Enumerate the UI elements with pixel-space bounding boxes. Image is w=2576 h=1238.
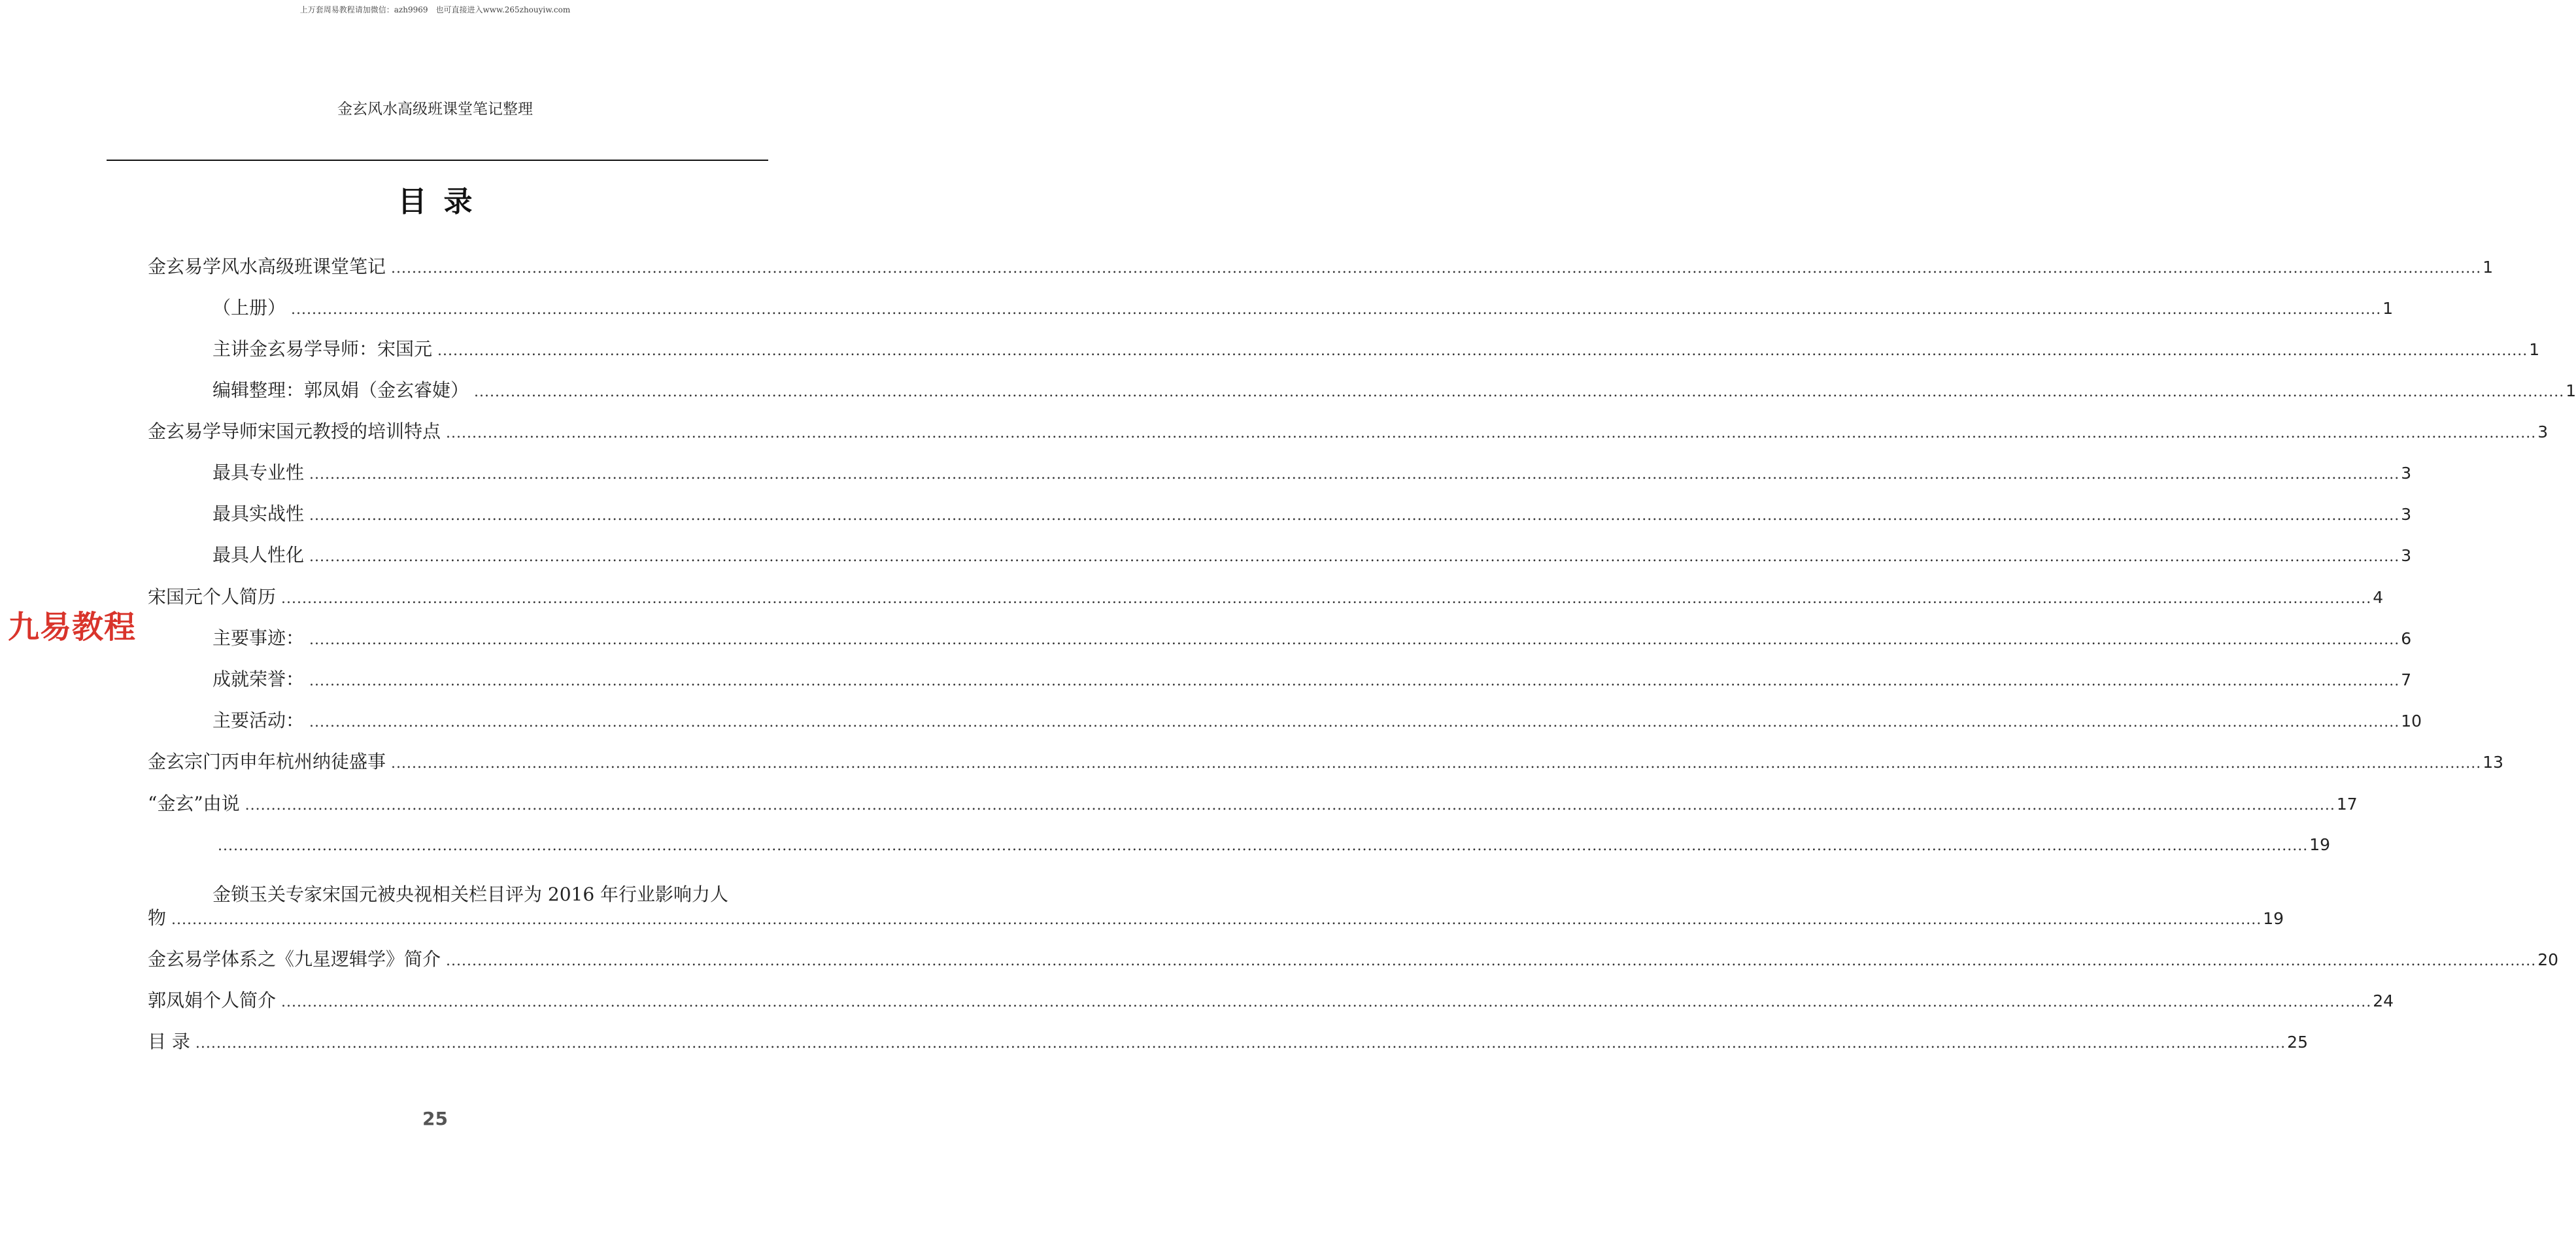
toc-entry[interactable]	[0, 1029, 2308, 1055]
toc-entry[interactable]	[0, 708, 2422, 734]
toc-entry-label: 主要活动：	[212, 710, 305, 731]
toc-entry-label: 最具人性化	[212, 544, 305, 566]
toc-entry-page: 1	[2529, 340, 2540, 359]
toc-entry-page: 3	[2537, 422, 2549, 441]
toc-entry-label: 主讲金玄易学导师：宋国元	[212, 338, 433, 360]
toc-entry[interactable]	[0, 295, 2394, 321]
toc-entry[interactable]	[0, 946, 2559, 972]
toc-entry-label: 最具实战性	[212, 503, 305, 524]
toc-entry-label: 编辑整理：郭凤娟（金玄睿婕）	[212, 379, 469, 401]
toc-entry-page: 3	[2401, 464, 2412, 483]
toc-leader-dots: ................................................................................................................................................................................................................................................................................................................................................................................................................	[171, 912, 2262, 928]
toc-entry-label: 金玄易学风水高级班课堂笔记	[148, 256, 386, 277]
running-header: 金玄风水高级班课堂笔记整理	[337, 101, 533, 118]
toc-entry-label: 金玄易学体系之《九星逻辑学》简介	[148, 948, 441, 970]
toc-entry[interactable]	[0, 749, 2504, 775]
toc-entry-label: “金玄”由说	[148, 793, 240, 814]
toc-entry-label: 郭凤娟个人简介	[148, 989, 277, 1011]
toc-entry[interactable]	[0, 460, 2412, 486]
toc-entry-page: 24	[2373, 991, 2394, 1010]
toc-leader-dots: ................................................................................................................................................................................................................................................................................................................................................................................................................	[218, 838, 2309, 854]
toc-leader-dots: ................................................................................................................................................................................................................................................................................................................................................................................................................	[391, 260, 2482, 277]
toc-entry-page: 7	[2401, 670, 2412, 689]
toc-entry-label: 宋国元个人简历	[148, 586, 277, 608]
toc-entry-page: 19	[2309, 835, 2331, 854]
toc-leader-dots: ................................................................................................................................................................................................................................................................................................................................................................................................................	[309, 632, 2400, 648]
toc-entry-page: 10	[2401, 712, 2422, 731]
toc-entry-label: 物	[148, 907, 167, 929]
toc-leader-dots: ................................................................................................................................................................................................................................................................................................................................................................................................................	[309, 549, 2400, 565]
top-banner: 上万套周易教程请加微信：azh9969 也可直接进入www.265zhouyiw.com	[299, 5, 571, 14]
toc-entry-label: 金玄易学导师宋国元教授的培训特点	[148, 421, 441, 442]
toc-entry-page: 1	[2483, 258, 2494, 277]
toc-entry[interactable]	[0, 501, 2412, 527]
toc-entry-page: 19	[2263, 909, 2284, 928]
toc-leader-dots: ................................................................................................................................................................................................................................................................................................................................................................................................................	[309, 507, 2400, 524]
toc-entry[interactable]	[0, 542, 2412, 568]
toc-entry-label: 成就荣誉：	[212, 668, 305, 690]
toc-leader-dots: ................................................................................................................................................................................................................................................................................................................................................................................................................	[281, 591, 2372, 607]
toc-entry-page: 13	[2483, 753, 2504, 772]
toc-leader-dots: ................................................................................................................................................................................................................................................................................................................................................................................................................	[391, 755, 2482, 772]
toc-entry-page: 3	[2401, 505, 2412, 524]
toc-entry-page: 20	[2537, 950, 2559, 969]
toc-leader-dots: ................................................................................................................................................................................................................................................................................................................................................................................................................	[281, 994, 2372, 1010]
toc-entry-page: 4	[2373, 588, 2384, 607]
toc-entry-label: 金玄宗门丙申年杭州纳徒盛事	[148, 751, 386, 772]
toc-entry[interactable]	[0, 336, 2540, 362]
toc-leader-dots: ................................................................................................................................................................................................................................................................................................................................................................................................................	[446, 953, 2537, 969]
toc-leader-dots: ................................................................................................................................................................................................................................................................................................................................................................................................................	[446, 425, 2537, 441]
toc-leader-dots: ................................................................................................................................................................................................................................................................................................................................................................................................................	[291, 301, 2382, 318]
toc-entry[interactable]	[0, 419, 2549, 445]
toc-entry-page: 1	[2382, 299, 2394, 318]
toc-leader-dots: ................................................................................................................................................................................................................................................................................................................................................................................................................	[309, 673, 2400, 689]
toc-entry[interactable]	[0, 666, 2412, 693]
toc-entry-label: 主要事迹：	[212, 627, 305, 649]
toc-entry[interactable]	[0, 791, 2358, 817]
toc-leader-dots: ................................................................................................................................................................................................................................................................................................................................................................................................................	[245, 797, 2335, 814]
toc-leader-dots: ................................................................................................................................................................................................................................................................................................................................................................................................................	[437, 343, 2528, 359]
page-number: 25	[422, 1108, 448, 1129]
toc-entry[interactable]	[0, 377, 2576, 404]
toc-leader-dots: ................................................................................................................................................................................................................................................................................................................................................................................................................	[474, 384, 2565, 400]
toc-entry-page: 25	[2287, 1033, 2308, 1052]
toc-leader-dots: ................................................................................................................................................................................................................................................................................................................................................................................................................	[309, 714, 2400, 731]
toc-entry-page: 1	[2566, 381, 2576, 400]
toc-entry-page: 6	[2401, 629, 2412, 648]
toc-entry[interactable]	[0, 254, 2494, 280]
toc-entry[interactable]	[0, 905, 2284, 931]
toc-entry-label: 目 录	[148, 1031, 190, 1052]
toc-entry-page: 3	[2401, 546, 2412, 565]
toc-title: 目录	[398, 185, 490, 218]
toc-leader-dots: ................................................................................................................................................................................................................................................................................................................................................................................................................	[309, 466, 2400, 483]
watermark: 九易教程	[8, 609, 137, 645]
toc-entry-wrapped-line: 金锁玉关专家宋国元被央视相关栏目评为 2016 年行业影响力人	[212, 884, 729, 905]
toc-leader-dots: ................................................................................................................................................................................................................................................................................................................................................................................................................	[195, 1035, 2286, 1052]
toc-entry[interactable]	[0, 988, 2394, 1014]
toc-entry-label: 最具专业性	[212, 462, 305, 483]
toc-entry-page: 17	[2336, 795, 2358, 814]
toc-entry-label: （上册）	[212, 297, 286, 318]
toc-entry[interactable]	[0, 832, 2331, 858]
